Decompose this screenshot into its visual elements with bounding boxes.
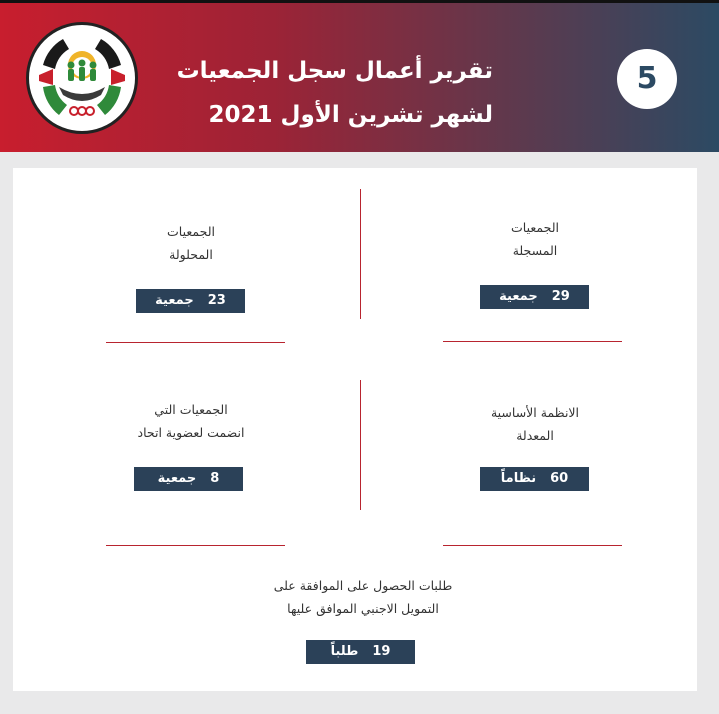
amended-count: 60 (550, 471, 569, 486)
funding-count: 19 (372, 644, 391, 659)
dissolved-divider (106, 342, 285, 343)
joined-divider (106, 545, 285, 546)
stats-card (13, 168, 697, 691)
dissolved-label-line2: المحلولة (169, 247, 213, 262)
joined-unit: جمعية (157, 471, 197, 486)
page-number-badge: 5 (617, 49, 677, 109)
registered-unit: جمعية (499, 289, 538, 304)
registered-divider (443, 341, 622, 342)
top-border (0, 0, 719, 3)
joined-count: 8 (210, 471, 220, 486)
joined-count-box (134, 467, 243, 491)
amended-unit: نظاماً (500, 471, 537, 486)
dissolved-count-box (136, 289, 245, 313)
joined-label-line2: انضمت لعضوية اتحاد (137, 425, 245, 440)
registered-count: 29 (551, 289, 570, 304)
dissolved-label-line1: الجمعيات (167, 224, 215, 239)
report-title: تقرير أعمال سجل الجمعيات (176, 58, 493, 84)
vertical-divider-middle (360, 380, 361, 510)
funding-count-box (306, 640, 415, 664)
ministry-logo-icon (26, 22, 138, 134)
dissolved-unit: جمعية (155, 293, 194, 308)
report-subtitle: لشهر تشرين الأول 2021 (208, 102, 493, 128)
amended-divider (443, 545, 622, 546)
registered-label-line2: المسجلة (512, 243, 558, 258)
registered-count-box (480, 285, 589, 309)
registered-label-line1: الجمعيات (511, 220, 559, 235)
dissolved-count: 23 (207, 293, 226, 308)
amended-label-line2: المعدلة (516, 428, 554, 443)
joined-label-line1: الجمعيات التي (154, 402, 228, 417)
header-banner (0, 0, 719, 152)
funding-label-line1: طلبات الحصول على الموافقة على (273, 578, 453, 593)
amended-count-box (480, 467, 589, 491)
amended-label-line1: الانظمة الأساسية (490, 405, 580, 420)
funding-label-line2: التمويل الاجنبي الموافق عليها (287, 601, 439, 616)
vertical-divider-top (360, 189, 361, 319)
funding-unit: طلباً (330, 644, 359, 659)
